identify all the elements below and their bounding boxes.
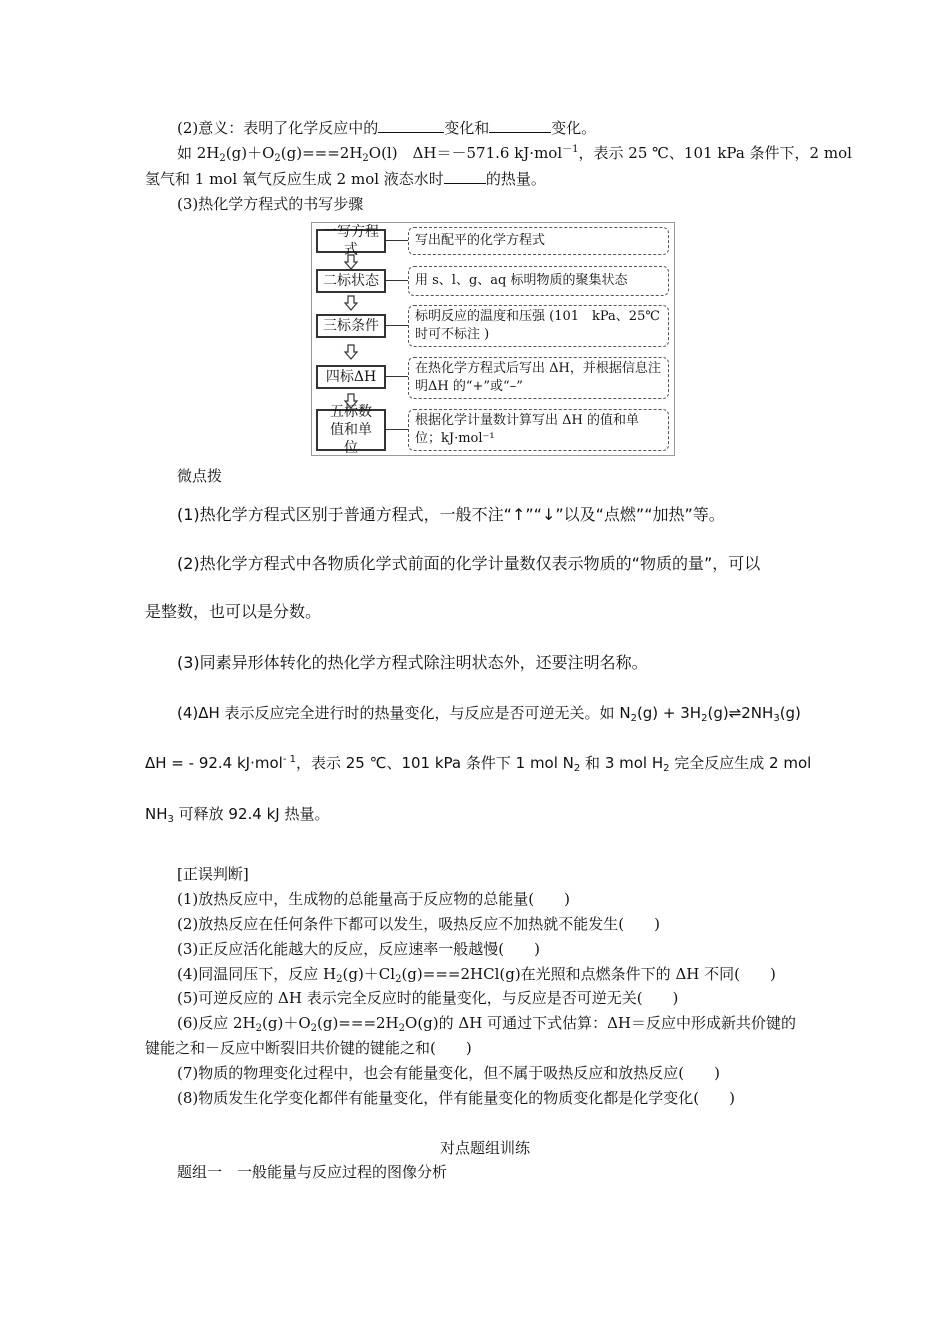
judge-item-4 bbox=[177, 964, 776, 984]
step-desc: 写出配平的化学方程式 bbox=[415, 233, 546, 248]
text: 如 2H bbox=[177, 144, 220, 162]
subscript: 2 bbox=[255, 1023, 263, 1034]
subscript: 2 bbox=[219, 153, 226, 164]
step-4-box bbox=[316, 365, 386, 389]
superscript: －1 bbox=[562, 144, 579, 155]
down-arrow-icon bbox=[343, 295, 359, 311]
judge-item-1: (1)放热反应中，生成物的总能量高于反应物的总能量( ) bbox=[177, 890, 570, 908]
example-line-1 bbox=[177, 143, 852, 163]
step-2-desc bbox=[408, 266, 669, 296]
text: O(l) ΔH＝－571.6 kJ·mol bbox=[368, 144, 563, 162]
step-3-desc bbox=[408, 305, 669, 347]
text: (g)===2H bbox=[317, 1014, 399, 1032]
subscript: 2 bbox=[362, 153, 369, 164]
step-label: 一写方程式 bbox=[323, 224, 379, 258]
text: (g)＋O bbox=[225, 144, 275, 162]
step-label: 五标数值和单位 bbox=[330, 404, 372, 456]
text: (g)＋Cl bbox=[342, 965, 396, 983]
text: ΔH = - 92.4 kJ·mol bbox=[145, 754, 283, 772]
text: NH bbox=[145, 805, 168, 823]
subscript: 3 bbox=[167, 814, 174, 825]
step-3-box bbox=[316, 314, 386, 338]
connector-line bbox=[386, 429, 408, 430]
step-1-desc bbox=[408, 227, 669, 255]
text: (6)反应 2H bbox=[177, 1014, 256, 1032]
judge-item-5: (5)可逆反应的 ΔH 表示完全反应时的能量变化，与反应是否可逆无关( ) bbox=[177, 989, 679, 1007]
judge-item-7: (7)物质的物理变化过程中，也会有能量变化，但不属于吸热反应和放热反应( ) bbox=[177, 1064, 720, 1082]
tips-heading: 微点拨 bbox=[177, 467, 223, 485]
tip-2a: (2)热化学方程式中各物质化学式前面的化学计量数仅表示物质的“物质的量”，可以 bbox=[177, 554, 761, 573]
text: 可释放 92.4 kJ 热量。 bbox=[173, 805, 330, 823]
tip-2b: 是整数，也可以是分数。 bbox=[145, 602, 322, 621]
text: 氢气和 1 mol 氧气反应生成 2 mol 液态水时 bbox=[145, 170, 444, 188]
down-arrow-icon bbox=[343, 344, 359, 360]
connector-line bbox=[386, 325, 408, 326]
step-label: 二标状态 bbox=[323, 273, 379, 289]
step-5-desc bbox=[408, 409, 669, 451]
answer-blank bbox=[489, 118, 551, 133]
subscript: 2 bbox=[663, 763, 670, 774]
answer-blank bbox=[444, 169, 486, 184]
step-desc: 用 s、l、g、aq 标明物质的聚集状态 bbox=[415, 273, 628, 288]
step-desc: 在热化学方程式后写出 ΔH，并根据信息注明ΔH 的“+”或“–” bbox=[415, 361, 661, 394]
text: (4)ΔH 表示反应完全进行时的热量变化，与反应是否可逆无关。如 N bbox=[177, 704, 631, 722]
subscript: 2 bbox=[573, 763, 581, 774]
meaning-mid: 变化和 bbox=[444, 119, 490, 137]
judge-item-6a bbox=[177, 1013, 796, 1033]
text: (g)===2HCl(g)在光照和点燃条件下的 ΔH 不同( ) bbox=[401, 965, 776, 983]
judge-item-6b: 键能之和－反应中断裂旧共价键的键能之和( ) bbox=[145, 1039, 472, 1057]
subscript: 2 bbox=[336, 974, 343, 985]
meaning-prefix: (2)意义：表明了化学反应中的 bbox=[177, 119, 379, 137]
down-arrow-icon bbox=[343, 254, 359, 270]
tip-4a bbox=[177, 703, 801, 723]
answer-blank bbox=[378, 118, 444, 133]
subscript: 2 bbox=[630, 713, 637, 724]
tip-1: (1)热化学方程式区别于普通方程式，一般不注“↑”“↓”以及“点燃”“加热”等。 bbox=[177, 505, 725, 524]
judge-heading: [正误判断] bbox=[177, 865, 249, 883]
subscript: 2 bbox=[398, 1023, 406, 1034]
step-5-box bbox=[316, 404, 386, 456]
tip-3: (3)同素异形体转化的热化学方程式除注明状态外，还要注明名称。 bbox=[177, 653, 648, 672]
tip-4c bbox=[145, 804, 329, 824]
text: ，表示 25 ℃、101 kPa 条件下，2 mol bbox=[578, 144, 852, 162]
text: (4)同温同压下，反应 H bbox=[177, 965, 337, 983]
connector-line bbox=[386, 280, 408, 281]
subscript: 2 bbox=[274, 153, 281, 164]
step-label: 三标条件 bbox=[323, 318, 379, 334]
step-label: 四标ΔH bbox=[325, 369, 377, 385]
step-1-box bbox=[316, 224, 386, 258]
flowchart bbox=[311, 222, 675, 456]
text: (g)⇌2NH bbox=[707, 704, 774, 722]
text: 的热量。 bbox=[485, 170, 546, 188]
superscript: - 1 bbox=[282, 754, 296, 765]
subscript: 2 bbox=[701, 713, 708, 724]
training-heading: 对点题组训练 bbox=[440, 1139, 531, 1157]
judge-item-3: (3)正反应活化能越大的反应，反应速率一般越慢( ) bbox=[177, 940, 540, 958]
subscript: 2 bbox=[395, 974, 402, 985]
step-desc: 标明反应的温度和压强 (101 kPa、25℃ 时可不标注 ) bbox=[415, 309, 660, 342]
question-group-title: 题组一 一般能量与反应过程的图像分析 bbox=[177, 1163, 448, 1181]
step-2-box bbox=[316, 269, 386, 293]
steps-title: (3)热化学方程式的书写步骤 bbox=[177, 195, 364, 213]
meaning-suffix: 变化。 bbox=[551, 119, 597, 137]
connector-line bbox=[386, 376, 408, 377]
connector-line bbox=[386, 240, 408, 241]
text: 完全反应生成 2 mol bbox=[669, 754, 812, 772]
tip-4b bbox=[145, 753, 811, 773]
text: (g)===2H bbox=[280, 144, 363, 162]
judge-item-2: (2)放热反应在任何条件下都可以发生，吸热反应不加热就不能发生( ) bbox=[177, 915, 660, 933]
judge-item-8: (8)物质发生化学变化都伴有能量变化，伴有能量变化的物质变化都是化学变化( ) bbox=[177, 1089, 735, 1107]
subscript: 3 bbox=[773, 713, 780, 724]
step-desc: 根据化学计量数计算写出 ΔH 的值和单位；kJ·mol⁻¹ bbox=[415, 413, 639, 446]
text: (g) + 3H bbox=[636, 704, 702, 722]
text: (g)＋O bbox=[262, 1014, 311, 1032]
text: (g) bbox=[779, 704, 801, 722]
text: 和 3 mol H bbox=[580, 754, 664, 772]
subscript: 2 bbox=[310, 1023, 317, 1034]
meaning-line bbox=[177, 118, 596, 138]
text: O(g)的 ΔH 可通过下式估算：ΔH＝反应中形成新共价键的 bbox=[405, 1014, 796, 1032]
text: ，表示 25 ℃、101 kPa 条件下 1 mol N bbox=[295, 754, 574, 772]
step-4-desc bbox=[408, 357, 669, 399]
example-line-2 bbox=[145, 169, 546, 189]
